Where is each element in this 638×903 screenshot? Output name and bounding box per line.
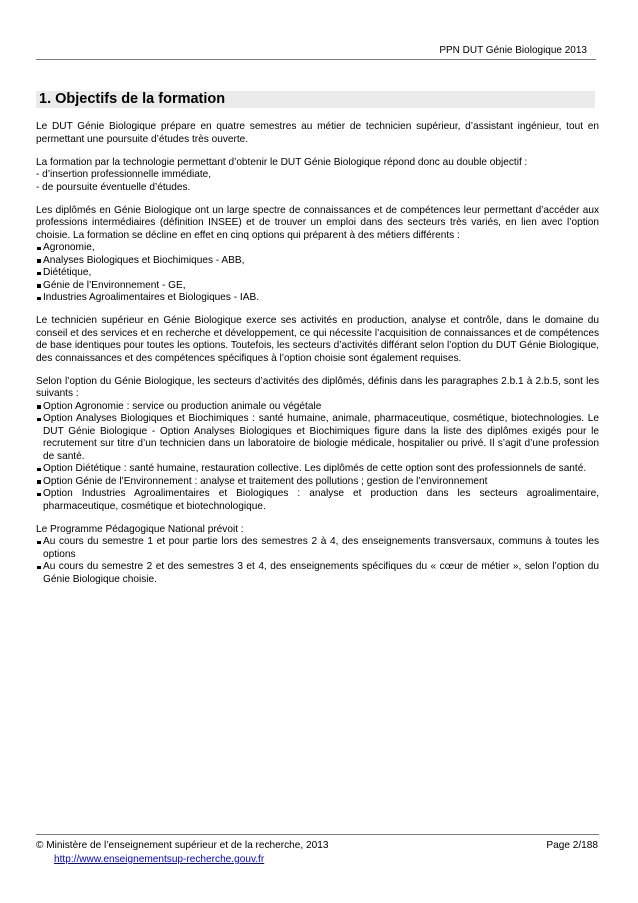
section-title: 1. Objectifs de la formation (36, 91, 595, 108)
list-item: Industries Agroalimentaires et Biologiques - IAB. (36, 292, 599, 305)
header-divider (36, 59, 596, 60)
footer-divider (36, 834, 599, 835)
list-item: Diététique, (36, 267, 599, 280)
programme-intro: Le Programme Pédagogique National prévoit : (36, 523, 244, 535)
list-item: Analyses Biologiques et Biochimiques - ABB, (36, 255, 599, 268)
document-body (36, 121, 599, 597)
list-item: Génie de l’Environnement - GE, (36, 280, 599, 293)
page-header: PPN DUT Génie Biologique 2013 (439, 45, 587, 56)
list-item: Au cours du semestre 2 et des semestres 3 et 4, des enseignements spécifiques du « cœur de métier », selon l’option du Génie Biologique choisie. (36, 561, 599, 586)
sectors-intro: Selon l’option du Génie Biologique, les secteurs d’activités des diplômés, définis dans les paragraphes 2.b.1 à 2.b.5, sont les suivants : (36, 375, 599, 399)
programme-list (36, 536, 599, 586)
sectors-list (36, 401, 599, 514)
footer-link[interactable]: http://www.enseignementsup-recherche.gouv.fr (54, 854, 265, 865)
objective-item: - de poursuite éventuelle d’études. (36, 181, 191, 193)
intro-paragraph: Le DUT Génie Biologique prépare en quatre semestres au métier de technicien supérieur, d’assistant ingénieur, tout en permettant une poursuite d’études très ouverte. (36, 121, 599, 145)
footer-copyright: © Ministère de l’enseignement supérieur et de la recherche, 2013 (36, 840, 329, 851)
list-item: Au cours du semestre 1 et pour partie lors des semestres 2 à 4, des enseignements transversaux, communs à toutes les options (36, 536, 599, 561)
list-item: Option Agronomie : service ou production animale ou végétale (36, 401, 599, 414)
footer-page-number: Page 2/188 (546, 840, 598, 851)
technician-paragraph: Le technicien supérieur en Génie Biologique exerce ses activités en production, analyse et contrôle, dans le domaine du conseil et des services et en recherche et développement, ce qui nécessite l’acquisition de connaissances et de compétences de base identiques pour toutes les options. Toutefois, les secteurs d’activités différant selon l’option du DUT Génie Biologique, des connaissances et des compétences spécifiques à l’option choisie sont également requises. (36, 315, 599, 364)
list-item: Option Analyses Biologiques et Biochimiques : santé humaine, animale, pharmaceutique, cosmétique, biotechnologies. Le DUT Génie Biologique - Option Analyses Biologiques et Biochimiques figure dans la liste des diplômes exigés pour le recrutement sur titre d’un technicien dans un laboratoire de biologie médicale, hospitalier ou privé. Il s’agit d’une profession de santé. (36, 413, 599, 463)
objective-item: - d’insertion professionnelle immédiate, (36, 169, 212, 180)
list-item: Option Génie de l’Environnement : analyse et traitement des pollutions ; gestion de l’environnement (36, 476, 599, 489)
options-list (36, 242, 599, 305)
list-item: Option Industries Agroalimentaires et Biologiques : analyse et production dans les secteurs agroalimentaire, pharmaceutique, cosmétique et biotechnologique. (36, 488, 599, 513)
options-paragraph: Les diplômés en Génie Biologique ont un large spectre de connaissances et de compétences leur permettant d’accéder aux professions intermédiaires (définition INSEE) et de trouver un emploi dans des secteurs très variés, en lien avec l’option choisie. La formation se décline en effet en cinq options qui préparent à des métiers différents : (36, 204, 599, 241)
list-item: Option Diététique : santé humaine, restauration collective. Les diplômés de cette option sont des professionnels de santé. (36, 463, 599, 476)
objective-intro: La formation par la technologie permettant d’obtenir le DUT Génie Biologique répond donc au double objectif : (36, 156, 528, 168)
list-item: Agronomie, (36, 242, 599, 255)
